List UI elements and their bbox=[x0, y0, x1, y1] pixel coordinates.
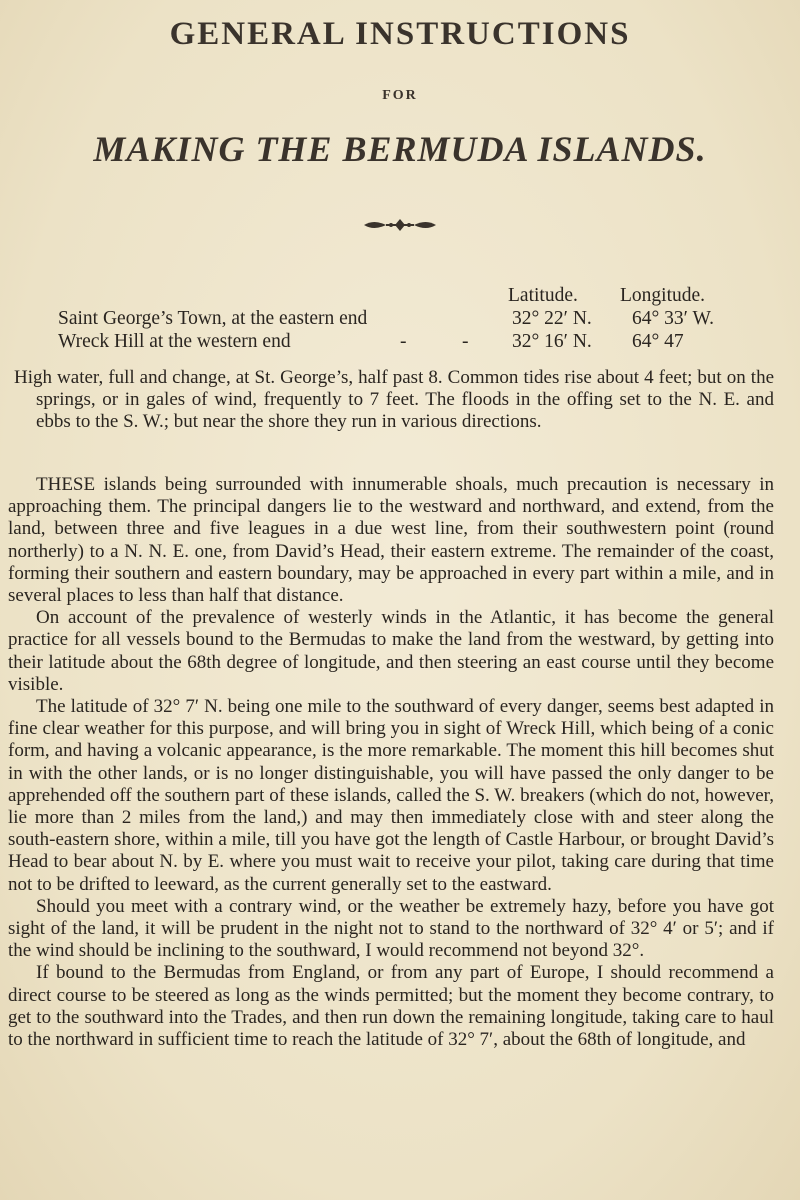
page-title: GENERAL INSTRUCTIONS bbox=[169, 16, 631, 52]
ornament-divider-icon bbox=[360, 218, 440, 232]
place-name: Wreck Hill at the western end bbox=[58, 331, 291, 352]
place-name: Saint George’s Town, at the eastern end bbox=[58, 308, 368, 329]
latitude-value: 32° 16′ N. bbox=[512, 331, 592, 352]
body-paragraph: Should you meet with a contrary wind, or the weather be extremely hazy, before you have got sight of the land, it will be prudent in the night not to stand to the northward of 32° 4′ or 5′; and if the wind should be inclining to the southward, I would recommend not beyond 32°. bbox=[8, 895, 774, 962]
coordinates-header-row bbox=[0, 284, 800, 307]
leader-dash: - bbox=[462, 331, 469, 352]
instructions-body bbox=[8, 474, 774, 1051]
longitude-header: Longitude. bbox=[620, 285, 706, 306]
body-paragraph: THESE islands being surrounded with innumerable shoals, much precaution is necessary in approaching them. The principal dangers lie to the westward and northward, and extend, from the land, between three and five leagues in a due west line, from their southwestern point (round northerly) to a N. N. E. one, from David’s Head, their eastern extreme. The remainder of the coast, forming their southern and eastern boundary, may be approached in every part within a mile, and in several places to less than half that distance. bbox=[8, 474, 774, 607]
tides-note bbox=[8, 367, 774, 434]
body-paragraph: The latitude of 32° 7′ N. being one mile to the southward of every danger, seems best adapted in fine clear weather for this purpose, and will bring you in sight of Wreck Hill, which being of a conic form, and having a volcanic appearance, is the more remarkable. The moment this hill becomes shut in with the other lands, or is no longer distinguishable, you will have passed the only danger to be apprehended off the southern part of these islands, called the S. W. breakers (which do not, however, lie more than 2 miles from the land,) and may then immediately close with and steer along the south-eastern shore, within a mile, till you have got the length of Castle Harbour, or brought David’s Head to bear about N. by E. where you must wait to receive your pilot, taking care during that time not to be drifted to leeward, as the current generally set to the eastward. bbox=[8, 696, 774, 895]
longitude-value: 64° 33′ W. bbox=[632, 308, 714, 329]
body-paragraph: If bound to the Bermudas from England, or from any part of Europe, I should recommend a direct course to be steered as long as the winds permitted; but the moment they become contrary, to get to the southward into the Trades, and then run down the remaining longitude, taking care to haul to the northward in sufficient time to reach the latitude of 32° 7′, about the 68th of longitude, and bbox=[8, 962, 774, 1051]
leader-dash: - bbox=[400, 331, 407, 352]
body-paragraph: On account of the prevalence of westerly winds in the Atlantic, it has become the general practice for all vessels bound to the Bermudas to make the land from the westward, by getting into their latitude about the 68th degree of longitude, and then steering an east course until they become visible. bbox=[8, 607, 774, 695]
coordinates-table bbox=[0, 284, 800, 353]
tides-paragraph: High water, full and change, at St. George’s, half past 8. Common tides rise about 4 feet; but on the springs, or in gales of wind, frequently to 7 feet. The floods in the offing set to the N. E. and ebbs to the S. W.; but near the shore they run in various directions. bbox=[14, 367, 774, 433]
coordinates-row bbox=[0, 330, 800, 353]
longitude-value: 64° 47 bbox=[632, 331, 684, 352]
coordinates-row bbox=[0, 307, 800, 330]
page-subtitle: MAKING THE BERMUDA ISLANDS. bbox=[93, 129, 707, 169]
latitude-header: Latitude. bbox=[508, 285, 578, 306]
latitude-value: 32° 22′ N. bbox=[512, 308, 592, 329]
title-connector: FOR bbox=[382, 88, 418, 103]
